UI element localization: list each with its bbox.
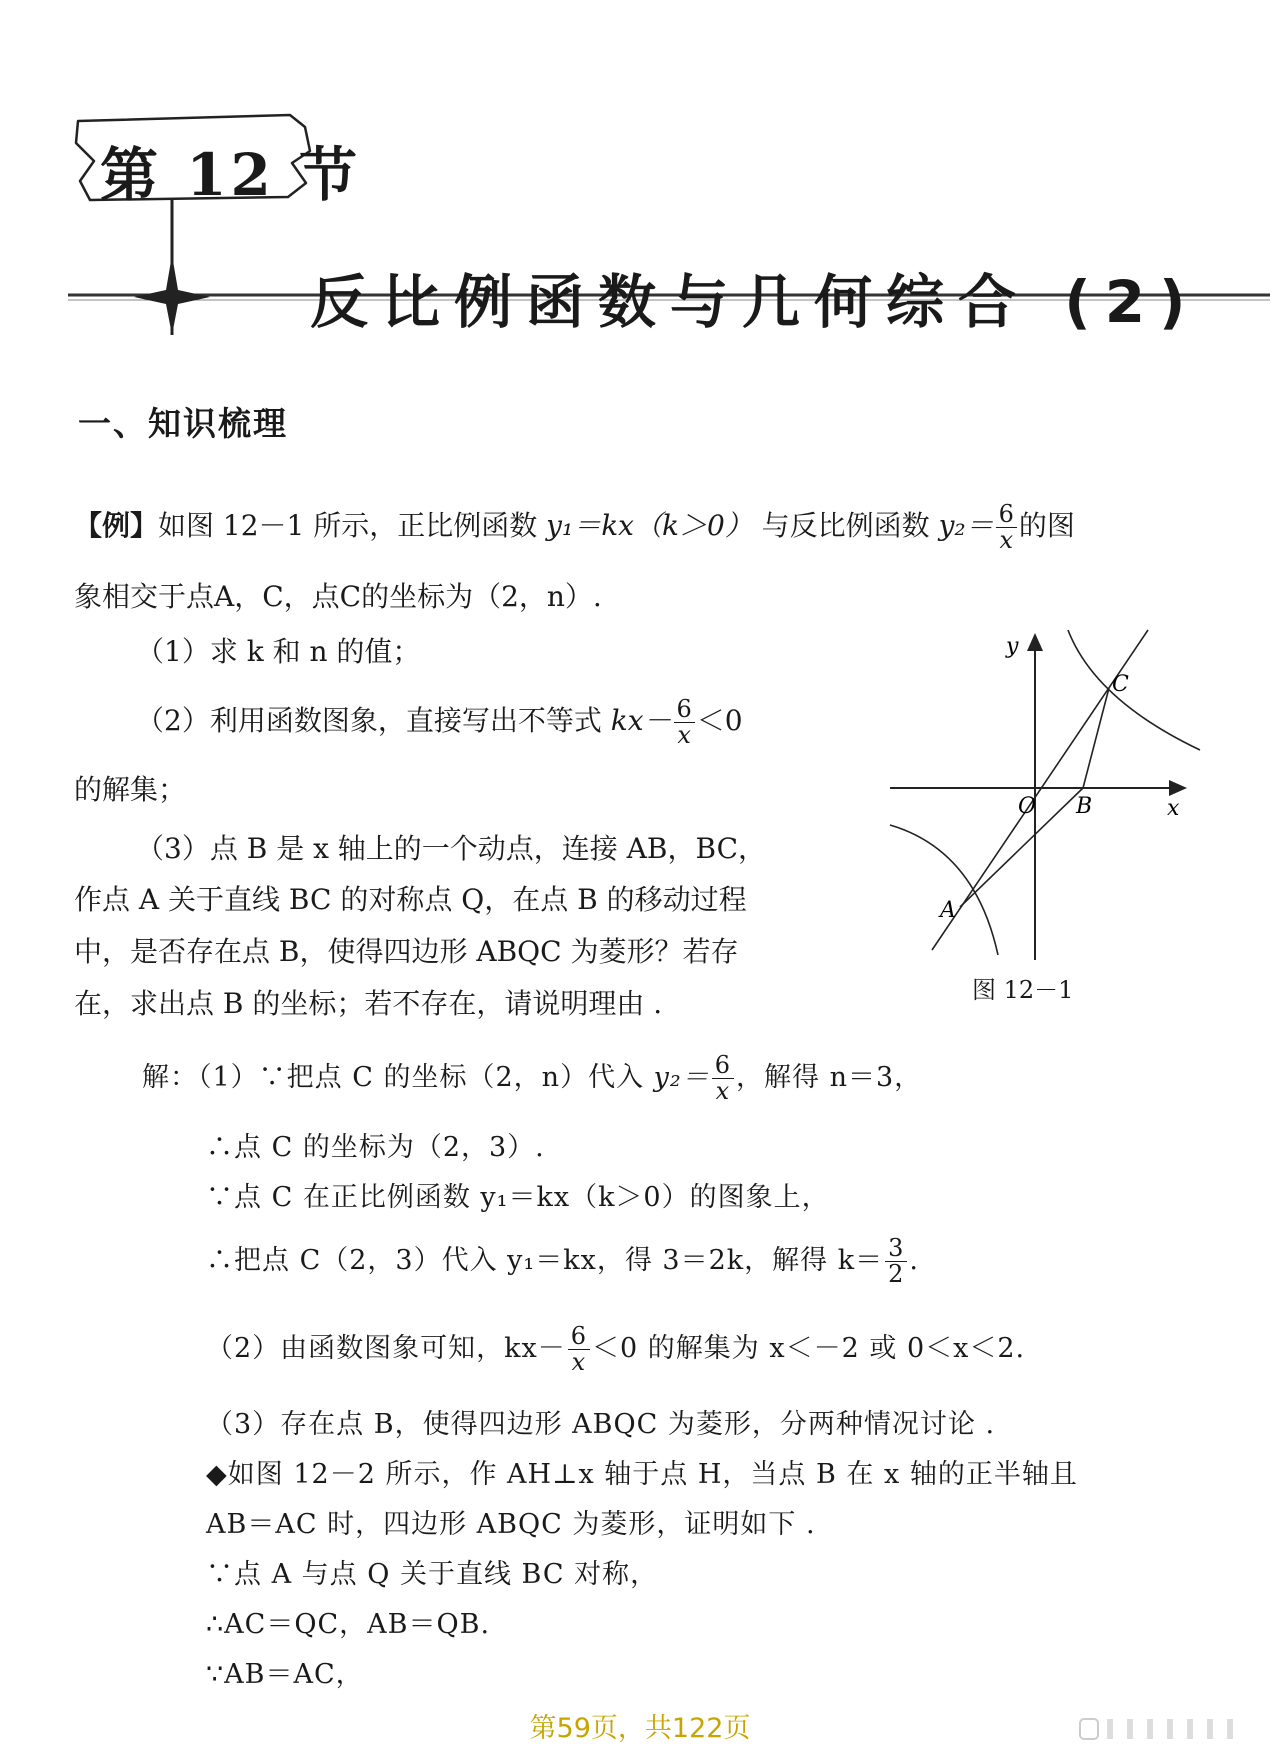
solution-line-2: ∴点 C 的坐标为（2，3）. — [206, 1132, 545, 1163]
question-3-line-1: （3）点 B 是 x 轴上的一个动点，连接 AB，BC， — [136, 832, 767, 865]
question-3-line-3: 中，是否存在点 B，使得四边形 ABQC 为菱形？若存 — [74, 935, 739, 968]
example-line-1: 【例】如图 12－1 所示，正比例函数 y₁＝kx（k＞0） 与反比例函数 y₂＝ $\frac{6}{x}$ 的图 — [74, 500, 1075, 555]
example-line-2: 象相交于点A，C，点C的坐标为（2，n）. — [74, 580, 602, 613]
solution-line-10: ∴AC＝QC，AB＝QB. — [206, 1609, 491, 1640]
question-2-tail: 的解集； — [74, 773, 187, 806]
question-3-line-2: 作点 A 关于直线 BC 的对称点 Q，在点 B 的移动过程 — [74, 883, 747, 916]
question-2: （2）利用函数图象，直接写出不等式 kx－ $\frac{6}{x}$ ＜0 — [136, 695, 743, 750]
solution-line-9: ∵点 A 与点 Q 关于直线 BC 对称， — [206, 1559, 659, 1590]
solution-line-6: （3）存在点 B，使得四边形 ABQC 为菱形，分两种情况讨论 . — [206, 1409, 996, 1440]
solution-line-8: AB＝AC 时，四边形 ABQC 为菱形，证明如下 . — [206, 1509, 816, 1540]
segment-BC — [1083, 688, 1109, 788]
solution-line-3: ∵点 C 在正比例函数 y₁＝kx（k＞0）的图象上， — [206, 1182, 830, 1213]
figure-12-1 — [880, 625, 1210, 965]
label-B: B — [1076, 794, 1093, 819]
solution-line-4: ∴把点 C（2，3）代入 y₁＝kx，得 3＝2k，解得 k＝ $\frac{3}{2}$ . — [206, 1234, 919, 1289]
label-A: A — [940, 898, 956, 923]
solution-line-1: 解：（1）∵把点 C 的坐标（2，n）代入 y₂＝ $\frac{6}{x}$ ，解得 n＝3， — [142, 1051, 923, 1106]
question-1: （1）求 k 和 n 的值； — [136, 635, 421, 668]
label-y: y — [1006, 634, 1019, 659]
example-tag: 【例】 — [74, 509, 159, 543]
section-heading: 一、知识梳理 — [78, 404, 288, 443]
page-title: 反比例函数与几何综合 (2) — [310, 268, 1200, 336]
label-C: C — [1112, 672, 1129, 697]
solution-line-5: （2）由函数图象可知，kx－ $\frac{6}{x}$ ＜0 的解集为 x＜－2 或 0＜x＜2. — [206, 1322, 1026, 1377]
fraction-6-over-x: $\frac{6}{x}$ — [996, 502, 1017, 553]
section-number: 第 12 节 — [100, 141, 362, 209]
solution-line-7: ◆如图 12－2 所示，作 AH⊥x 轴于点 H，当点 B 在 x 轴的正半轴且 — [206, 1459, 1078, 1490]
label-x: x — [1167, 796, 1180, 821]
watermark-mark — [1070, 1715, 1270, 1745]
star-ornament — [134, 255, 210, 335]
hyperbola-branch-q1 — [1068, 630, 1200, 750]
hyperbola-branch-q3 — [890, 825, 998, 955]
page-footer: 第59页，共122页 — [529, 1713, 751, 1744]
question-3-line-4: 在，求出点 B 的坐标；若不存在，请说明理由 . — [74, 987, 663, 1020]
label-O: O — [1018, 794, 1037, 819]
solution-line-11: ∵AB＝AC， — [206, 1659, 364, 1690]
figure-caption: 图 12－1 — [972, 976, 1074, 1004]
